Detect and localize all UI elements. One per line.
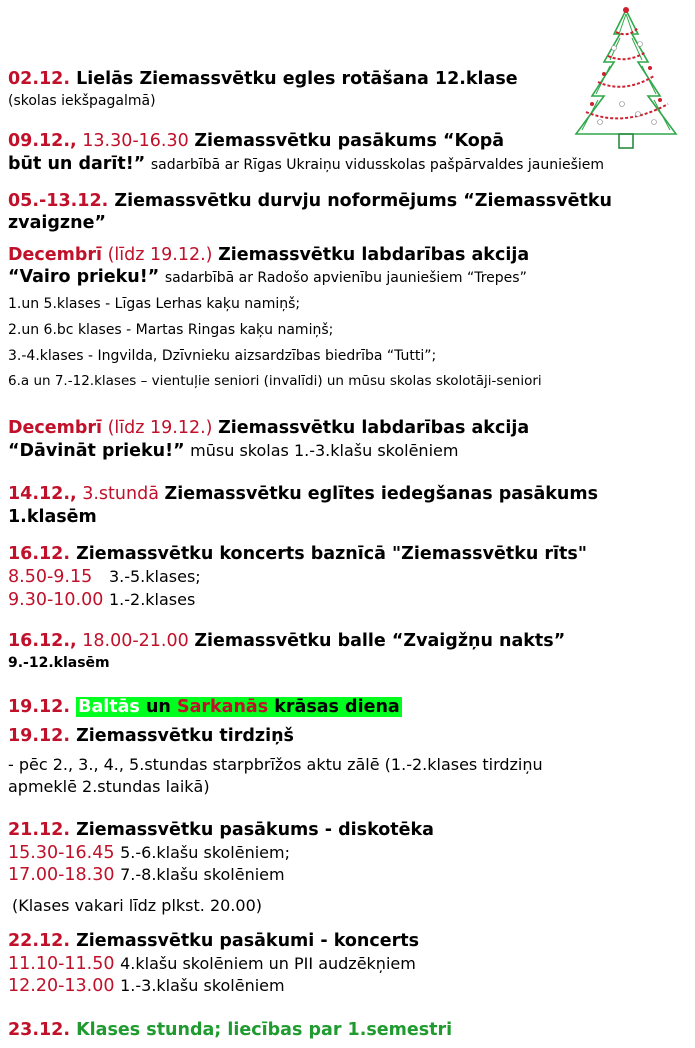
event-charity-2-line2: [8, 440, 458, 462]
event-title: Ziemassvētku pasākumi - koncerts: [76, 931, 420, 951]
event-date: 02.12.: [8, 69, 71, 89]
schedule-time: 8.50-9.15: [8, 567, 93, 587]
event-note: 9.-12.klasēm: [8, 655, 110, 671]
event-05-13-heading: [8, 190, 612, 212]
event-period: (līdz 19.12.): [107, 418, 213, 438]
list-item: 3.-4.klases - Ingvilda, Dzīvnieku aizsardzības biedrība “Tutti”;: [8, 348, 437, 364]
event-09-12-line2: [8, 153, 604, 175]
schedule-group: 5.-6.klašu skolēniem;: [120, 843, 290, 862]
event-date: 16.12.: [8, 544, 71, 564]
schedule-time: 9.30-10.00: [8, 590, 104, 610]
schedule-row: [8, 975, 285, 997]
schedule-time: 15.30-16.45: [8, 843, 115, 863]
event-date: 14.12.,: [8, 484, 77, 504]
event-title-cont: 1.klasēm: [8, 507, 97, 527]
event-description-cont: apmeklē 2.stundas laikā): [8, 777, 210, 796]
event-time: 3.stundā: [82, 484, 159, 504]
event-date: 21.12.: [8, 820, 71, 840]
event-title: Ziemassvētku balle “Zvaigžņu nakts”: [194, 631, 566, 651]
event-date: 09.12.,: [8, 131, 77, 151]
schedule-group: 4.klašu skolēniem un PII audzēkņiem: [120, 954, 416, 973]
event-title: Ziemassvētku pasākums - diskotēka: [76, 820, 434, 840]
event-charity-1-line2: [8, 266, 527, 288]
event-note: (skolas iekšpagalmā): [8, 93, 156, 109]
event-note: (Klases vakari līdz plkst. 20.00): [12, 896, 262, 915]
event-19-12-colors-heading: [8, 696, 402, 718]
event-02-12-heading: [8, 68, 518, 90]
schedule-row: [8, 589, 195, 611]
event-date: Decembrī: [8, 245, 103, 265]
event-19-12-market-heading: [8, 725, 294, 747]
event-title: Klases stunda; liecības par 1.semestri: [76, 1020, 453, 1040]
schedule-row: [8, 953, 416, 975]
event-date: 19.12.: [8, 697, 71, 717]
word-and: un: [145, 697, 171, 717]
event-14-12-heading: [8, 483, 598, 505]
event-21-12-heading: [8, 819, 434, 841]
event-date: 22.12.: [8, 931, 71, 951]
event-time: 13.30-16.30: [82, 131, 189, 151]
schedule-time: 12.20-13.00: [8, 976, 115, 996]
schedule-group: 1.-3.klašu skolēniem: [120, 976, 285, 995]
event-date: Decembrī: [8, 418, 103, 438]
event-title-cont: zvaigzne”: [8, 213, 106, 233]
event-date: 16.12.,: [8, 631, 77, 651]
schedule-row: [8, 566, 201, 588]
schedule-time: 11.10-11.50: [8, 954, 115, 974]
event-note: sadarbībā ar Rīgas Ukraiņu vidusskolas pašpārvaldes jauniešiem: [150, 157, 605, 173]
event-23-12-heading: [8, 1019, 452, 1041]
schedule-row: [8, 864, 285, 886]
event-title-cont: būt un darīt!”: [8, 154, 146, 174]
event-date: 23.12.: [8, 1020, 71, 1040]
word-color-day: krāsas diena: [274, 697, 400, 717]
event-motto: “Dāvināt prieku!”: [8, 441, 185, 461]
event-title: Ziemassvētku koncerts baznīcā "Ziemassvētku rīts": [76, 544, 587, 564]
event-time: 18.00-21.00: [82, 631, 189, 651]
schedule-group: 3.-5.klases;: [108, 567, 201, 586]
event-note: mūsu skolas 1.-3.klašu skolēniem: [190, 441, 459, 460]
event-16-12-ball-heading: [8, 630, 565, 652]
event-title: Ziemassvētku tirdziņš: [76, 726, 294, 746]
event-22-12-heading: [8, 930, 419, 952]
highlighted-title: [76, 697, 402, 717]
schedule-group: 7.-8.klašu skolēniem: [120, 865, 285, 884]
event-title: Ziemassvētku pasākums “Kopā: [194, 131, 505, 151]
event-motto: “Vairo prieku!”: [8, 267, 160, 287]
event-charity-1-heading: [8, 244, 529, 266]
event-16-12-concert-heading: [8, 543, 587, 565]
schedule-row: [8, 842, 290, 864]
event-09-12-heading: [8, 130, 504, 152]
event-title: Ziemassvētku eglītes iedegšanas pasākums: [164, 484, 599, 504]
event-note: sadarbībā ar Radošo apvienību jauniešiem “Trepes”: [164, 270, 527, 286]
word-white: Baltās: [78, 697, 140, 717]
event-date: 05.-13.12.: [8, 191, 109, 211]
christmas-tree-icon: [564, 4, 688, 156]
schedule-group: 1.-2.klases: [108, 590, 196, 609]
event-date: 19.12.: [8, 726, 71, 746]
event-description: - pēc 2., 3., 4., 5.stundas starpbrīžos aktu zālē (1.-2.klases tirdziņu: [8, 755, 543, 774]
event-charity-2-heading: [8, 417, 529, 439]
event-title: Ziemassvētku durvju noformējums “Ziemassvētku: [114, 191, 612, 211]
event-title: Ziemassvētku labdarības akcija: [218, 418, 530, 438]
list-item: 2.un 6.bc klases - Martas Ringas kaķu namiņš;: [8, 322, 334, 338]
list-item: 6.a un 7.-12.klases – vientuļie seniori (invalīdi) un mūsu skolas skolotāji-seniori: [8, 373, 542, 389]
event-period: (līdz 19.12.): [107, 245, 213, 265]
word-red: Sarkanās: [176, 697, 269, 717]
event-title: Ziemassvētku labdarības akcija: [218, 245, 530, 265]
event-title: Lielās Ziemassvētku egles rotāšana 12.klase: [76, 69, 518, 89]
list-item: 1.un 5.klases - Līgas Lerhas kaķu namiņš;: [8, 296, 301, 312]
schedule-time: 17.00-18.30: [8, 865, 115, 885]
